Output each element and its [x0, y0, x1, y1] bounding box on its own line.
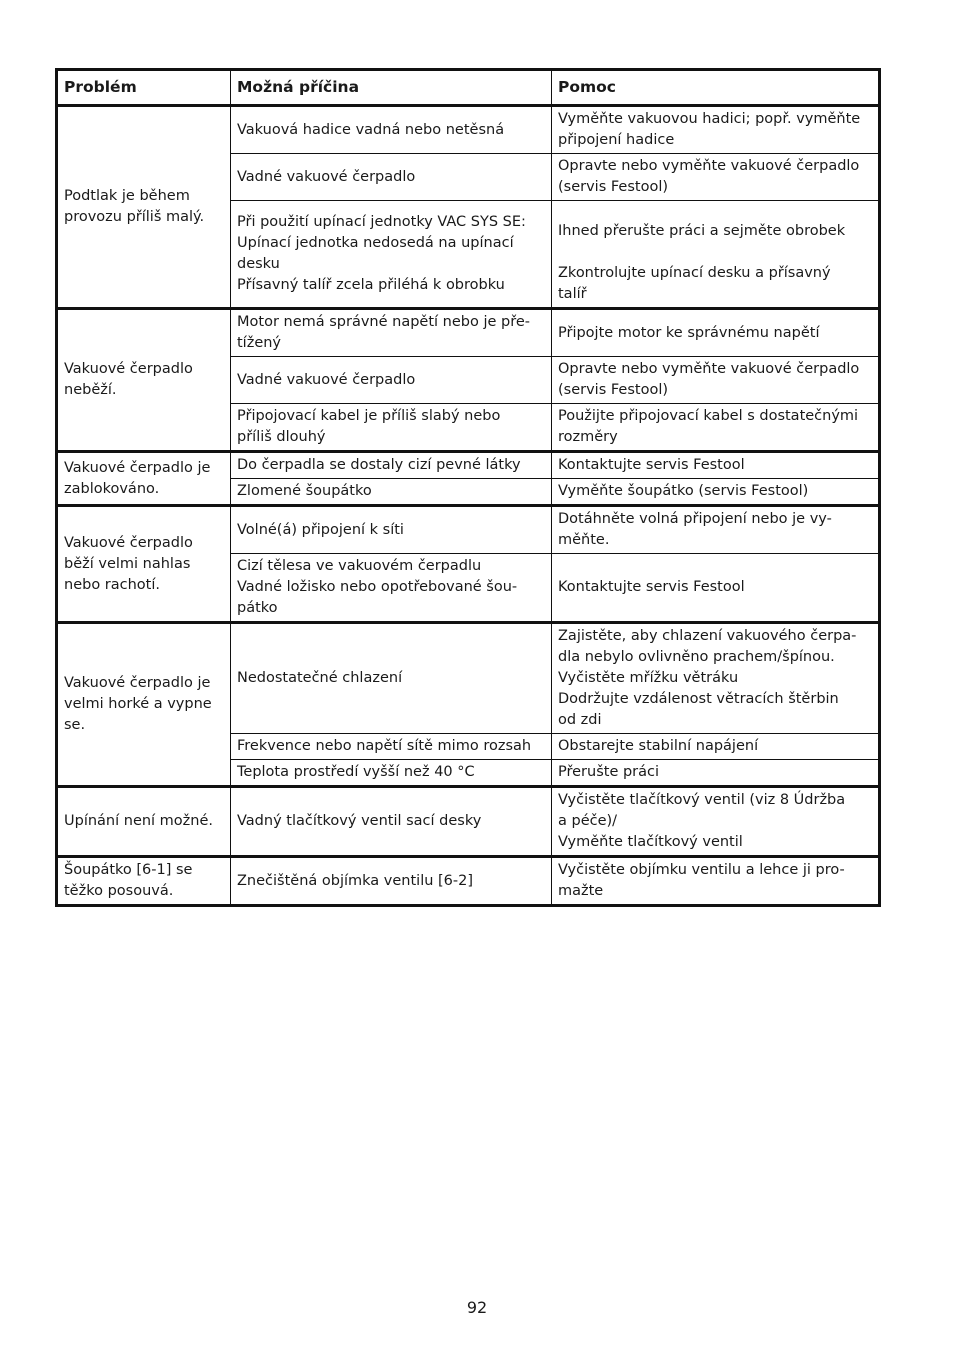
- cause-cell: Zlomené šoupátko: [231, 479, 552, 506]
- cause-cell: Vadný tlačítkový ventil sací desky: [231, 787, 552, 857]
- problem-cell: Vakuové čerpadlo běží velmi nahlas nebo rachotí.: [57, 506, 231, 623]
- cause-cell: Nedostatečné chlazení: [231, 623, 552, 734]
- cause-cell: Do čerpadla se dostaly cizí pevné látky: [231, 452, 552, 479]
- remedy-cell: Zajistěte, aby chlazení vakuového čerpa- dla nebylo ovlivněno prachem/špínou. Vyčistěte mřížku větráku Dodržujte vzdálenost větracích štěrbin od zdi: [552, 623, 880, 734]
- remedy-cell: Opravte nebo vyměňte vakuové čerpadlo (servis Festool): [552, 154, 880, 201]
- cause-cell: Vadné vakuové čerpadlo: [231, 357, 552, 404]
- cause-cell: Frekvence nebo napětí sítě mimo rozsah: [231, 734, 552, 760]
- remedy-cell: Vyměňte šoupátko (servis Festool): [552, 479, 880, 506]
- problem-cell: Upínání není možné.: [57, 787, 231, 857]
- cause-cell: Teplota prostředí vyšší než 40 °C: [231, 760, 552, 787]
- remedy-cell: Dotáhněte volná připojení nebo je vy- měňte.: [552, 506, 880, 554]
- remedy-cell: Připojte motor ke správnému napětí: [552, 309, 880, 357]
- remedy-cell: Použijte připojovací kabel s dostatečnými rozměry: [552, 404, 880, 452]
- remedy-cell: Vyčistěte objímku ventilu a lehce ji pro- mažte: [552, 857, 880, 906]
- problem-cell: Vakuové čerpadlo je velmi horké a vypne se.: [57, 623, 231, 787]
- cause-cell: Vadné vakuové čerpadlo: [231, 154, 552, 201]
- cause-cell: Připojovací kabel je příliš slabý nebo příliš dlouhý: [231, 404, 552, 452]
- problem-cell: Šoupátko [6-1] se těžko posouvá.: [57, 857, 231, 906]
- page-number: 92: [466, 1298, 488, 1317]
- cause-cell: Při použití upínací jednotky VAC SYS SE: Upínací jednotka nedosedá na upínací desku Přísavný talíř zcela přiléhá k obrobku: [231, 201, 552, 309]
- table-row: [57, 787, 880, 857]
- problem-cell: Vakuové čerpadlo neběží.: [57, 309, 231, 452]
- remedy-cell: Kontaktujte servis Festool: [552, 452, 880, 479]
- table-row: [57, 506, 880, 554]
- cause-cell: Motor nemá správné napětí nebo je pře- tížený: [231, 309, 552, 357]
- problem-cell: Podtlak je během provozu příliš malý.: [57, 106, 231, 309]
- table-row: [57, 857, 880, 906]
- troubleshooting-table: [55, 68, 881, 907]
- header-remedy: Pomoc: [552, 70, 880, 106]
- remedy-cell: Kontaktujte servis Festool: [552, 554, 880, 623]
- cause-cell: Cizí tělesa ve vakuovém čerpadlu Vadné ložisko nebo opotřebované šou- pátko: [231, 554, 552, 623]
- remedy-cell: Přerušte práci: [552, 760, 880, 787]
- cause-cell: Vakuová hadice vadná nebo netěsná: [231, 106, 552, 154]
- cause-cell: Znečištěná objímka ventilu [6-2]: [231, 857, 552, 906]
- table-row: [57, 106, 880, 154]
- table-row: [57, 309, 880, 357]
- remedy-cell: Vyčistěte tlačítkový ventil (viz 8 Údržba a péče)/ Vyměňte tlačítkový ventil: [552, 787, 880, 857]
- remedy-cell: Opravte nebo vyměňte vakuové čerpadlo (servis Festool): [552, 357, 880, 404]
- remedy-cell: Ihned přerušte práci a sejměte obrobek Zkontrolujte upínací desku a přísavný talíř: [552, 201, 880, 309]
- header-cause: Možná příčina: [231, 70, 552, 106]
- table-row: [57, 452, 880, 479]
- problem-cell: Vakuové čerpadlo je zablokováno.: [57, 452, 231, 506]
- table-header-row: [57, 70, 880, 106]
- remedy-cell: Vyměňte vakuovou hadici; popř. vyměňte připojení hadice: [552, 106, 880, 154]
- table-row: [57, 623, 880, 734]
- remedy-cell: Obstarejte stabilní napájení: [552, 734, 880, 760]
- header-problem: Problém: [57, 70, 231, 106]
- cause-cell: Volné(á) připojení k síti: [231, 506, 552, 554]
